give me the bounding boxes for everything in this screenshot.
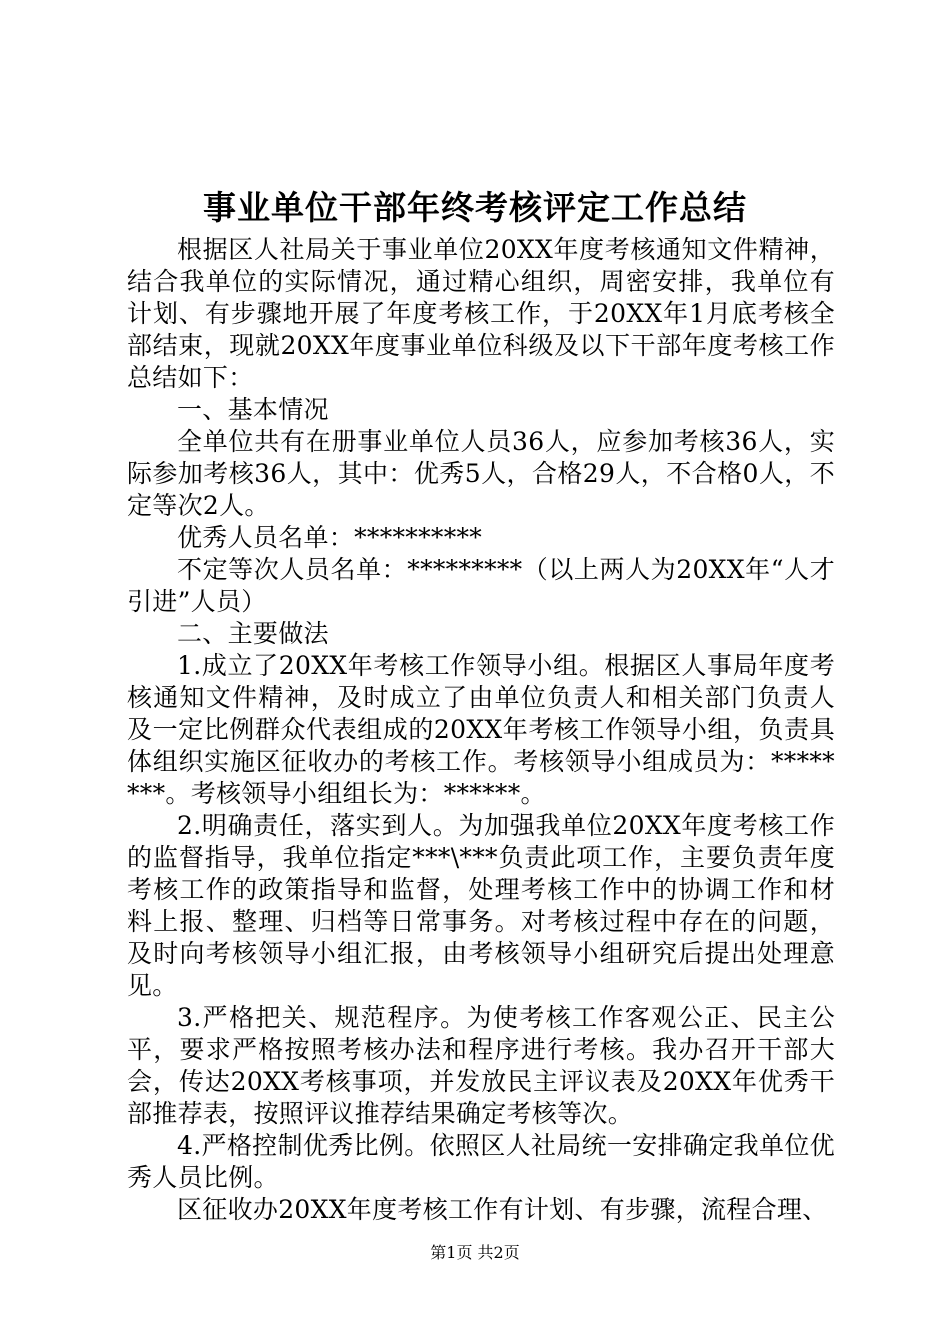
paragraph-practice-2: 2.明确责任，落实到人。为加强我单位20XX年度考核工作的监督指导，我单位指定***\***负责此项工作，主要负责年度考核工作的政策指导和监督，处理考核工作中的协调工作和材料上报、整理、归档等日常事务。对考核过程中存在的问题，及时向考核领导小组汇报，由考核领导小组研究后提出处理意见。 xyxy=(127,811,835,1000)
paragraph-intro: 根据区人社局关于事业单位20XX年度考核通知文件精神，结合我单位的实际情况，通过精心组织，周密安排，我单位有计划、有步骤地开展了年度考核工作，于20XX年1月底考核全部结束，现就20XX年度事业单位科级及以下干部年度考核工作总结如下： xyxy=(127,235,835,392)
paragraph-practice-3: 3.严格把关、规范程序。为使考核工作客观公正、民主公平，要求严格按照考核办法和程序进行考核。我办召开干部大会，传达20XX考核事项，并发放民主评议表及20XX年优秀干部推荐表，按照评议推荐结果确定考核等次。 xyxy=(127,1003,835,1128)
paragraph-closing: 区征收办20XX年度考核工作有计划、有步骤，流程合理、 xyxy=(177,1195,828,1224)
paragraph-excellent-list: 优秀人员名单：********** xyxy=(177,523,483,552)
document-title: 事业单位干部年终考核评定工作总结 xyxy=(203,188,747,227)
heading-basic-situation: 一、基本情况 xyxy=(177,395,329,424)
document-body xyxy=(127,234,835,1226)
paragraph-practice-1: 1.成立了20XX年考核工作领导小组。根据区人事局年度考核通知文件精神，及时成立了由单位负责人和相关部门负责人及一定比例群众代表组成的20XX年考核工作领导小组，负责具体组织实施区征收办的考核工作。考核领导小组成员为：********。考核领导小组组长为：******。 xyxy=(127,651,835,808)
page-number-footer: 第1页 共2页 xyxy=(430,1243,520,1262)
paragraph-statistics: 全单位共有在册事业单位人员36人，应参加考核36人，实际参加考核36人，其中：优秀5人，合格29人，不合格0人，不定等次2人。 xyxy=(127,427,835,520)
heading-main-practices: 二、主要做法 xyxy=(177,619,329,648)
paragraph-practice-4: 4.严格控制优秀比例。依照区人社局统一安排确定我单位优秀人员比例。 xyxy=(127,1131,835,1192)
paragraph-undetermined-list: 不定等次人员名单：*********（以上两人为20XX年“人才引进”人员） xyxy=(127,555,835,616)
